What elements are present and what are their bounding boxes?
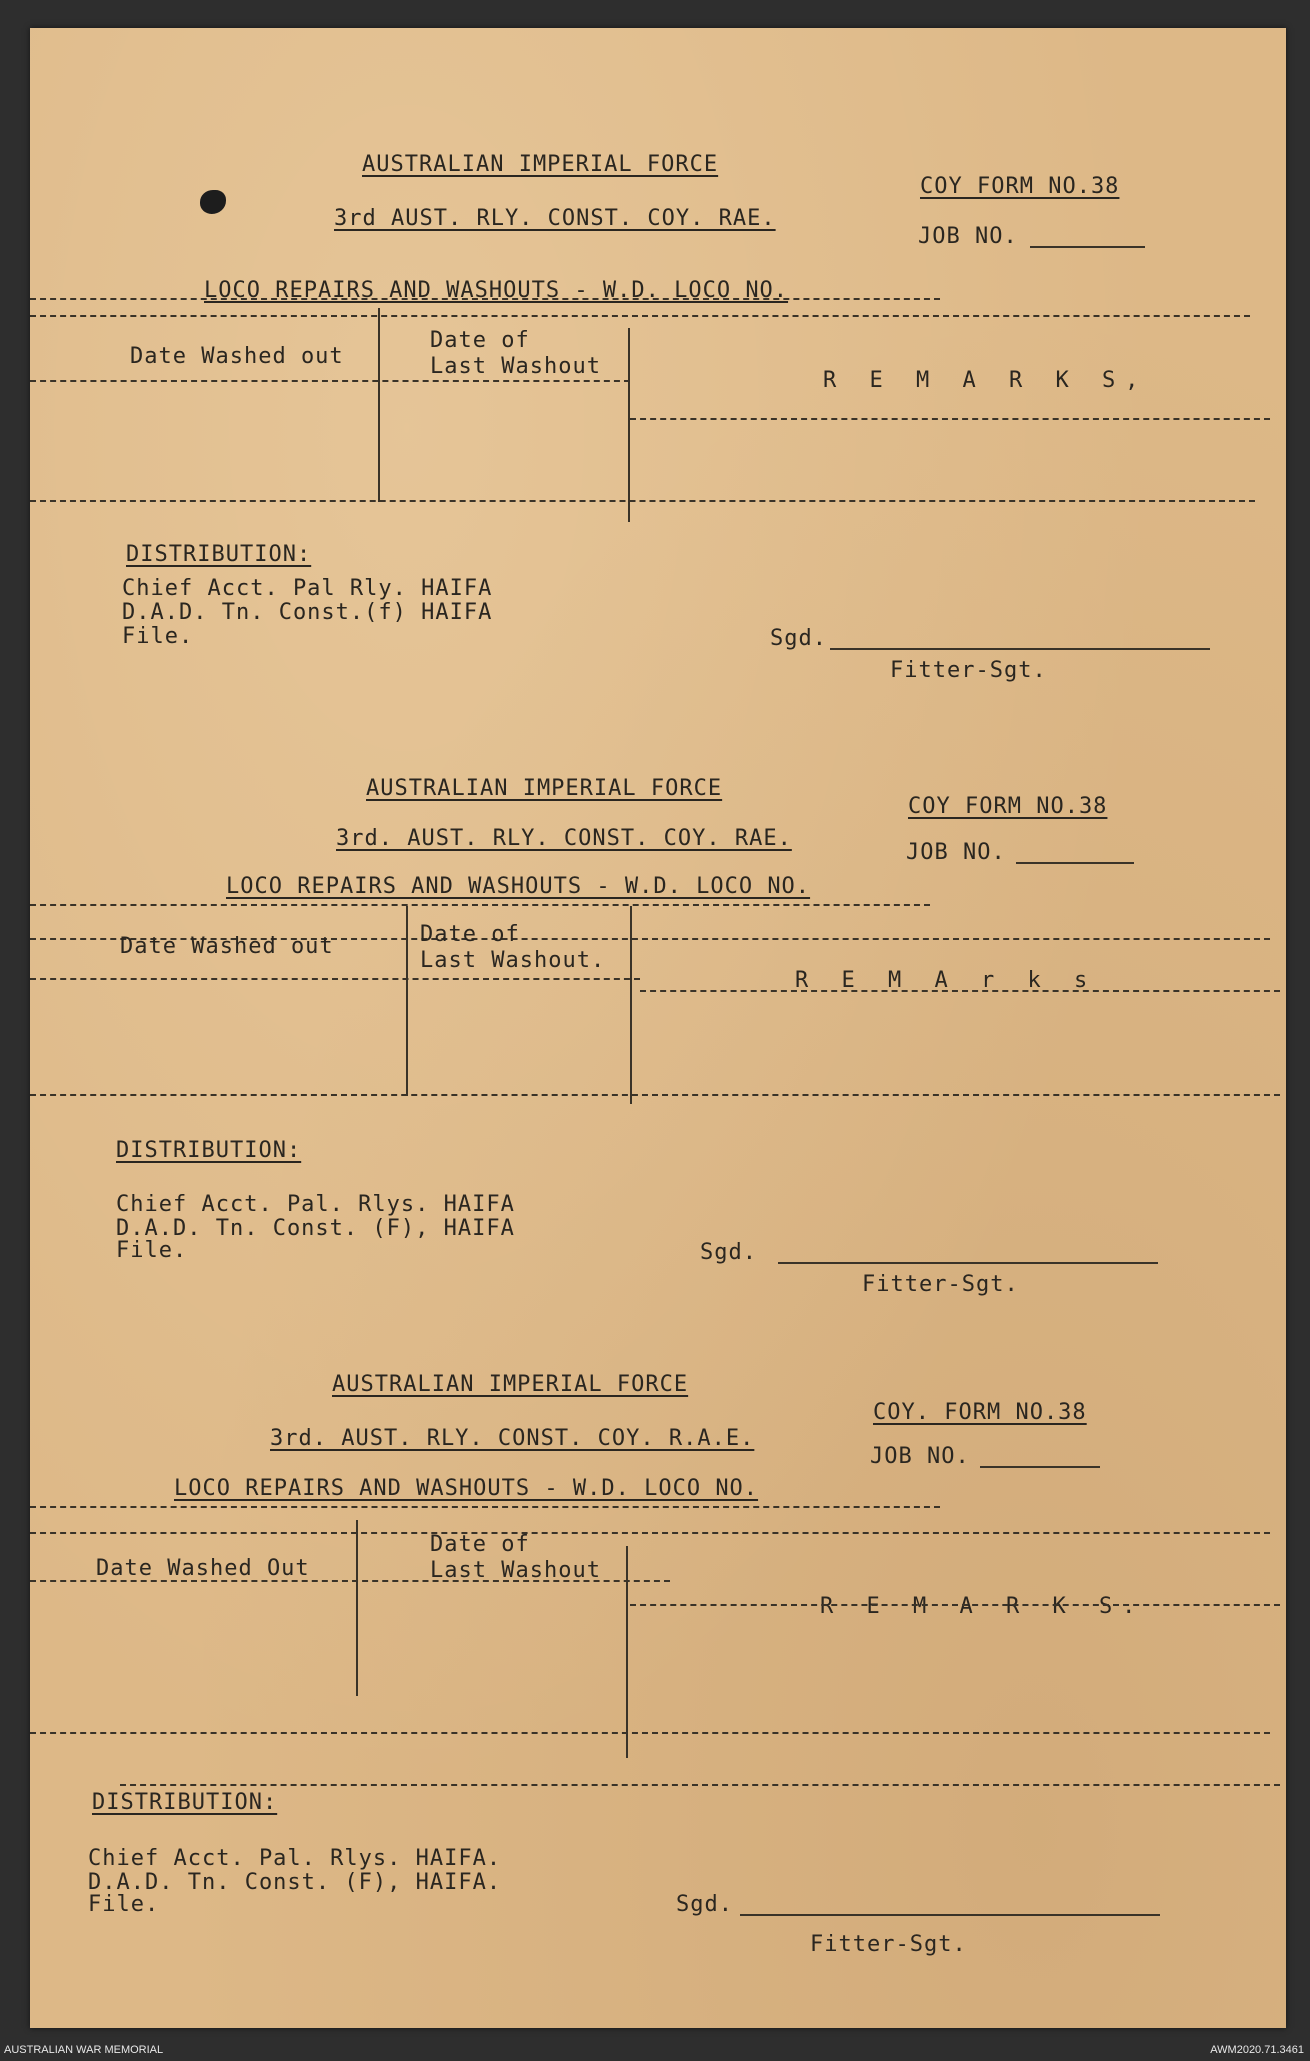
distribution-line: D.A.D. Tn. Const.(f) HAIFA [122,600,493,625]
table-bottom-rule [30,500,1255,502]
remarks-row-rule [630,418,1270,420]
col-last-washout: Last Washout. [420,948,606,973]
table-top-rule [30,1506,940,1508]
signature-label: Sgd. [700,1240,757,1265]
distribution-line: File. [88,1892,160,1917]
col-remarks: R E M A r k s [795,968,1098,993]
distribution-title: DISTRIBUTION: [92,1790,278,1815]
form-number: COY. FORM NO.38 [873,1400,1087,1425]
distribution-line: Chief Acct. Pal. Rlys. HAIFA. [88,1846,502,1871]
form-number: COY FORM NO.38 [920,174,1120,199]
distribution-title: DISTRIBUTION: [126,542,312,567]
table-row-rule [30,978,640,980]
signature-line [778,1262,1158,1264]
col-remarks: R E M A R K S, [823,368,1149,393]
column-divider [406,906,408,1096]
signature-label: Sgd. [770,626,827,651]
unit-name: 3rd. AUST. RLY. CONST. COY. R.A.E. [270,1426,755,1451]
table-bottom-rule [30,1094,1280,1096]
job-number-label: JOB NO. [906,840,1006,865]
footer-accession-number: AWM2020.71.3461 [1210,2044,1304,2056]
unit-name: 3rd AUST. RLY. CONST. COY. RAE. [334,206,776,231]
signatory-title: Fitter-Sgt. [890,658,1047,683]
signatory-title: Fitter-Sgt. [862,1272,1019,1297]
job-number-line [1030,246,1145,248]
distribution-line: File. [122,624,194,649]
table-top-rule [30,904,930,906]
form-header: AUSTRALIAN IMPERIAL FORCE [332,1372,689,1397]
table-top-rule [30,298,940,300]
job-number-line [980,1466,1100,1468]
unit-name: 3rd. AUST. RLY. CONST. COY. RAE. [336,826,792,851]
distribution-rule [120,1784,1280,1786]
distribution-line: File. [116,1238,188,1263]
column-divider [626,1546,628,1758]
form-header: AUSTRALIAN IMPERIAL FORCE [362,152,719,177]
column-divider [356,1520,358,1696]
document-page [30,28,1286,2028]
remarks-row-rule [630,1604,1280,1606]
table-bottom-rule [30,1732,1270,1734]
table-row-rule [30,380,630,382]
distribution-title: DISTRIBUTION: [116,1138,302,1163]
col-date-washed-out: Date Washed out [130,344,344,369]
job-number-label: JOB NO. [870,1444,970,1469]
remarks-row-rule [640,990,1280,992]
form-subtitle: LOCO REPAIRS AND WASHOUTS - W.D. LOCO NO. [174,1476,759,1501]
col-remarks: R E M A R K S. [820,1594,1146,1619]
col-date-washed-out: Date Washed out [120,934,334,959]
col-date-of: Date of [430,328,530,353]
distribution-line: Chief Acct. Pal. Rlys. HAIFA [116,1192,515,1217]
table-header-rule [30,315,1250,317]
table-row-rule [30,1580,670,1582]
form-header: AUSTRALIAN IMPERIAL FORCE [366,776,723,801]
col-date-of: Date of [420,922,520,947]
distribution-line: D.A.D. Tn. Const. (F), HAIFA [116,1216,515,1241]
form-subtitle: LOCO REPAIRS AND WASHOUTS - W.D. LOCO NO. [226,874,811,899]
signature-label: Sgd. [676,1892,733,1917]
distribution-line: D.A.D. Tn. Const. (F), HAIFA. [88,1870,502,1895]
column-divider [378,308,380,502]
form-number: COY FORM NO.38 [908,794,1108,819]
footer-credit: AUSTRALIAN WAR MEMORIAL [4,2044,164,2056]
column-divider [628,328,630,522]
col-date-washed-out: Date Washed Out [96,1556,310,1581]
table-header-rule [30,1532,1270,1534]
signatory-title: Fitter-Sgt. [810,1932,967,1957]
job-number-label: JOB NO. [918,224,1018,249]
signature-line [740,1914,1160,1916]
col-last-washout: Last Washout [430,1558,601,1583]
col-date-of: Date of [430,1532,530,1557]
signature-line [830,648,1210,650]
paper-hole [200,190,226,214]
distribution-line: Chief Acct. Pal Rly. HAIFA [122,576,493,601]
col-last-washout: Last Washout [430,354,601,379]
column-divider [630,906,632,1104]
job-number-line [1016,862,1134,864]
form-subtitle: LOCO REPAIRS AND WASHOUTS - W.D. LOCO NO. [204,278,789,303]
